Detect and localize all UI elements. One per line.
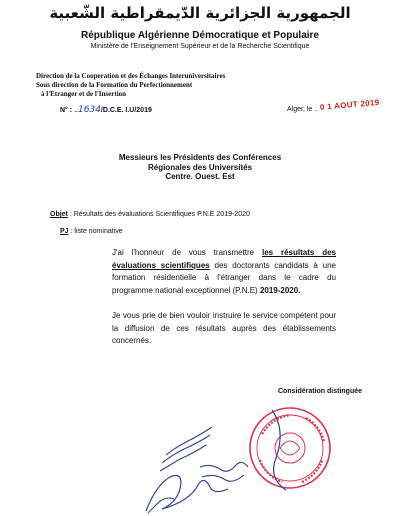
- paragraph-1-results-phrase-2: évaluations scientifiques: [112, 260, 210, 270]
- direction-block: [36, 72, 296, 98]
- date-stamp: 0 1 AOUT 2019: [319, 97, 380, 112]
- reference-suffix: /D.C.E. I.U/2019: [100, 107, 152, 114]
- reference-number: [60, 105, 152, 115]
- subject-label: Objet: [50, 211, 68, 218]
- paragraph-1-results-phrase-1: les résultats des: [262, 248, 336, 257]
- reference-handwritten-number: 1634: [77, 105, 101, 115]
- subject-text: : Résultats des évaluations Scientifiques P.N.E 2019-2020: [69, 211, 250, 218]
- paragraph-1: [86, 247, 336, 298]
- ministry-name: Ministère de l'Enseignement Supérieur et de la Recherche Scientifique: [90, 43, 310, 50]
- paragraph-1-part2: des doctorants candidats à une formation résidentielle à l'étranger dans le cadre du programme national exceptionnel (P.N.E): [112, 260, 336, 296]
- recipient-line-3: Centre. Ouest. Est: [165, 172, 235, 181]
- paragraph-1-year: 2019-2020.: [259, 286, 301, 296]
- recipient-block: [0, 153, 400, 182]
- recipient-line-1: Messieurs les Présidents des Conférences: [118, 153, 282, 162]
- date-place: Alger, le ..: [287, 106, 319, 113]
- direction-line-3: à l'Etranger et de l'Insertion: [41, 89, 127, 98]
- reference-prefix: N° :: [60, 107, 73, 114]
- closing-formula: Considération distinguée: [278, 388, 363, 395]
- french-republic-title: République Algérienne Démocratique et Populaire: [80, 30, 319, 41]
- paragraph-2: [86, 310, 336, 348]
- paragraph-1-part1: J'ai l'honneur de vous transmettre: [112, 248, 262, 257]
- subject-line: [50, 211, 250, 218]
- direction-line-1: Direction de la Cooperation et des Échanges Interuniversitaires: [36, 72, 226, 80]
- attachment-line: [60, 228, 123, 235]
- direction-line-2: Sous direction de la Formation du Perfectionnement: [36, 80, 193, 89]
- attachment-label: PJ: [60, 228, 69, 235]
- arabic-republic-title: الجمهورية الجزائرية الدّيمقراطية الشّعبية: [49, 4, 351, 22]
- paragraph-2-body: Je vous prie de bien vouloir instruire le service compétent pour la diffusion de ces résultats auprès des établissements concernés.: [112, 311, 336, 346]
- attachment-text: : liste nominative: [70, 228, 123, 235]
- official-seal: [246, 404, 334, 492]
- reference-dots: ..: [74, 107, 78, 114]
- recipient-line-2: Régionales des Universités: [147, 162, 253, 172]
- paragraph-1-body: [86, 247, 336, 298]
